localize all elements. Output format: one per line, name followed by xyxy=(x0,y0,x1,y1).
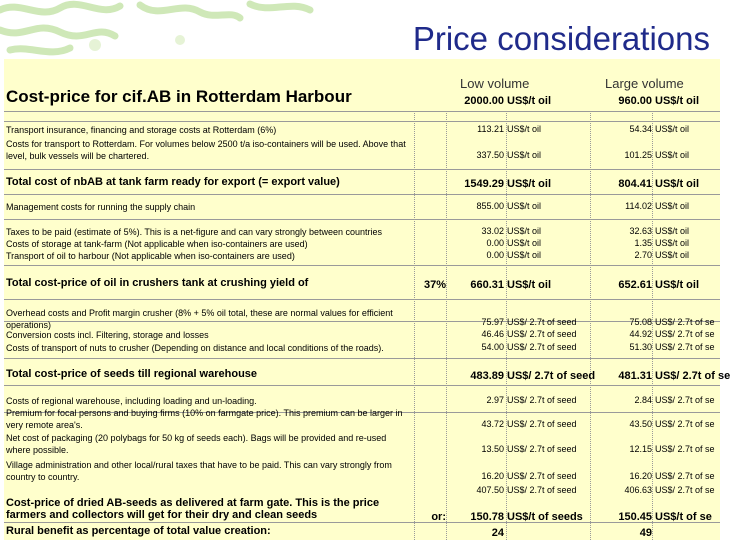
large-volume-unit: US$/ 2.7t of se xyxy=(655,471,715,481)
low-volume-value: 24 xyxy=(491,527,504,539)
low-volume-header: Low volume xyxy=(460,76,530,91)
row-description: Costs of storage at tank-farm (Not applicable when iso-containers are used) xyxy=(6,239,308,249)
large-volume-unit: US$/ 2.7t of se xyxy=(655,317,715,327)
low-volume-value: 113.21 xyxy=(477,124,504,134)
large-volume-value: 114.02 xyxy=(625,201,652,211)
low-volume-value: 13.50 xyxy=(481,444,504,454)
row-description: Costs of regional warehouse, including loading and un-loading. xyxy=(6,396,257,406)
large-volume-value: 75.08 xyxy=(629,317,652,327)
header-large-unit: US$/t oil xyxy=(655,95,700,107)
low-volume-unit: US$/t oil xyxy=(507,238,542,248)
row-description xyxy=(6,485,410,497)
low-volume-unit: US$/t oil xyxy=(507,226,542,236)
row-extra: or: xyxy=(431,511,446,523)
low-volume-value: 2.97 xyxy=(486,395,504,405)
large-volume-value: 49 xyxy=(639,527,652,539)
large-volume-value: 406.63 xyxy=(624,485,652,495)
low-volume-value: 43.72 xyxy=(481,419,504,429)
large-volume-unit: US$/ 2.7t of se xyxy=(655,395,715,405)
low-volume-unit: US$/ 2.7t of seed xyxy=(507,444,577,454)
large-volume-unit: US$/ 2.7t of se xyxy=(655,370,730,382)
low-volume-value: 75.97 xyxy=(481,317,504,327)
large-volume-value: 652.61 xyxy=(618,279,652,291)
table-heading: Cost-price for cif.AB in Rotterdam Harbour xyxy=(6,87,352,106)
large-volume-unit: US$/t of se xyxy=(655,511,712,523)
large-volume-value: 1.35 xyxy=(634,238,652,248)
large-volume-unit: US$/t oil xyxy=(655,238,690,248)
row-description: Transport of oil to harbour (Not applicable when iso-containers are used) xyxy=(6,251,295,261)
low-volume-unit: US$/ 2.7t of seed xyxy=(507,471,577,481)
row-description: Costs of transport of nuts to crusher (Depending on distance and local conditions of the roads). xyxy=(6,343,384,353)
row-description: Management costs for running the supply chain xyxy=(6,202,196,212)
low-volume-unit: US$/ 2.7t of seed xyxy=(507,342,577,352)
cost-price-sheet xyxy=(4,59,730,540)
low-volume-unit: US$/t of seeds xyxy=(507,511,583,523)
row-description: Conversion costs incl. Filtering, storage and losses xyxy=(6,330,209,340)
large-volume-header: Large volume xyxy=(605,76,684,91)
large-volume-value: 2.70 xyxy=(634,250,652,260)
low-volume-unit: US$/ 2.7t of seed xyxy=(507,395,577,405)
low-volume-unit: US$/t oil xyxy=(507,279,552,291)
large-volume-unit: US$/ 2.7t of se xyxy=(655,444,715,454)
row-extra: 37% xyxy=(423,279,446,291)
large-volume-unit: US$/t oil xyxy=(655,250,690,260)
low-volume-value: 483.89 xyxy=(470,370,504,382)
low-volume-unit: US$/t oil xyxy=(507,201,542,211)
row-description: Cost-price of dried AB-seeds as delivered at farm gate. This is the price farmers and collectors will get for their dry and clean seeds xyxy=(6,497,380,521)
row-description: Overhead costs and Profit margin crusher (8% + 5% oil total, these are normal values for efficient operations) xyxy=(6,308,393,330)
large-volume-value: 54.34 xyxy=(629,124,652,134)
low-volume-unit: US$/ 2.7t of seed xyxy=(507,370,596,382)
row-description: Total cost-price of oil in crushers tank at crushing yield of xyxy=(6,277,309,289)
large-volume-value: 2.84 xyxy=(634,395,652,405)
low-volume-value: 0.00 xyxy=(486,238,504,248)
low-volume-value: 150.78 xyxy=(470,511,504,523)
large-volume-value: 51.30 xyxy=(629,342,652,352)
large-volume-value: 804.41 xyxy=(618,178,652,190)
large-volume-value: 32.63 xyxy=(629,226,652,236)
row-description: Costs for transport to Rotterdam. For volumes below 2500 t/a iso-containers will be used. Above that level, bulk vessels will be chartered. xyxy=(6,139,406,161)
low-volume-value: 407.50 xyxy=(476,485,504,495)
large-volume-value: 150.45 xyxy=(618,511,652,523)
row-description: Village administration and other local/rural taxes that have to be paid. This can vary strongly from country to country. xyxy=(6,460,392,482)
large-volume-unit: US$/ 2.7t of se xyxy=(655,329,715,339)
row-description: Net cost of packaging (20 polybags for 50 kg of seeds each). Bags will be provided and re-used where possible. xyxy=(6,433,387,455)
header-low-value: 2000.00 xyxy=(464,95,504,107)
row-description: Transport insurance, financing and storage costs at Rotterdam (6%) xyxy=(6,125,277,135)
low-volume-value: 46.46 xyxy=(481,329,504,339)
low-volume-value: 1549.29 xyxy=(464,178,504,190)
large-volume-value: 12.15 xyxy=(629,444,652,454)
low-volume-value: 660.31 xyxy=(470,279,504,291)
low-volume-unit: US$/ 2.7t of seed xyxy=(507,419,577,429)
low-volume-unit: US$/ 2.7t of seed xyxy=(507,317,577,327)
large-volume-unit: US$/ 2.7t of se xyxy=(655,485,715,495)
large-volume-unit: US$/t oil xyxy=(655,150,690,160)
low-volume-value: 855.00 xyxy=(476,201,504,211)
large-volume-value: 481.31 xyxy=(618,370,652,382)
large-volume-unit: US$/ 2.7t of se xyxy=(655,419,715,429)
large-volume-unit: US$/t oil xyxy=(655,178,700,190)
row-description: Total cost-price of seeds till regional warehouse xyxy=(6,368,258,380)
low-volume-value: 33.02 xyxy=(481,226,504,236)
low-volume-unit: US$/t oil xyxy=(507,178,552,190)
low-volume-value: 337.50 xyxy=(476,150,504,160)
row-description: Taxes to be paid (estimate of 5%). This is a net-figure and can vary strongly between countries xyxy=(6,227,383,237)
large-volume-unit: US$/ 2.7t of se xyxy=(655,342,715,352)
large-volume-value: 44.92 xyxy=(629,329,652,339)
row-description: Rural benefit as percentage of total value creation: xyxy=(6,525,271,537)
low-volume-value: 54.00 xyxy=(481,342,504,352)
low-volume-value: 0.00 xyxy=(486,250,504,260)
low-volume-unit: US$/ 2.7t of seed xyxy=(507,329,577,339)
low-volume-unit: US$/t oil xyxy=(507,150,542,160)
low-volume-unit: US$/t oil xyxy=(507,124,542,134)
header-large-value: 960.00 xyxy=(618,95,652,107)
row-description: Total cost of nbAB at tank farm ready for export (= export value) xyxy=(6,176,340,188)
slide-title: Price considerations xyxy=(412,20,710,57)
large-volume-unit: US$/t oil xyxy=(655,201,690,211)
low-volume-value: 16.20 xyxy=(481,471,504,481)
large-volume-unit: US$/t oil xyxy=(655,124,690,134)
row-description: Premium for focal persons and buying firms (10% on farmgate price). This premium can be larger in very remote area's. xyxy=(6,408,403,430)
large-volume-value: 16.20 xyxy=(629,471,652,481)
large-volume-unit: US$/t oil xyxy=(655,226,690,236)
low-volume-unit: US$/t oil xyxy=(507,250,542,260)
low-volume-unit: US$/ 2.7t of seed xyxy=(507,485,577,495)
large-volume-unit: US$/t oil xyxy=(655,279,700,291)
large-volume-value: 101.25 xyxy=(624,150,652,160)
large-volume-value: 43.50 xyxy=(629,419,652,429)
header-low-unit: US$/t oil xyxy=(507,95,552,107)
